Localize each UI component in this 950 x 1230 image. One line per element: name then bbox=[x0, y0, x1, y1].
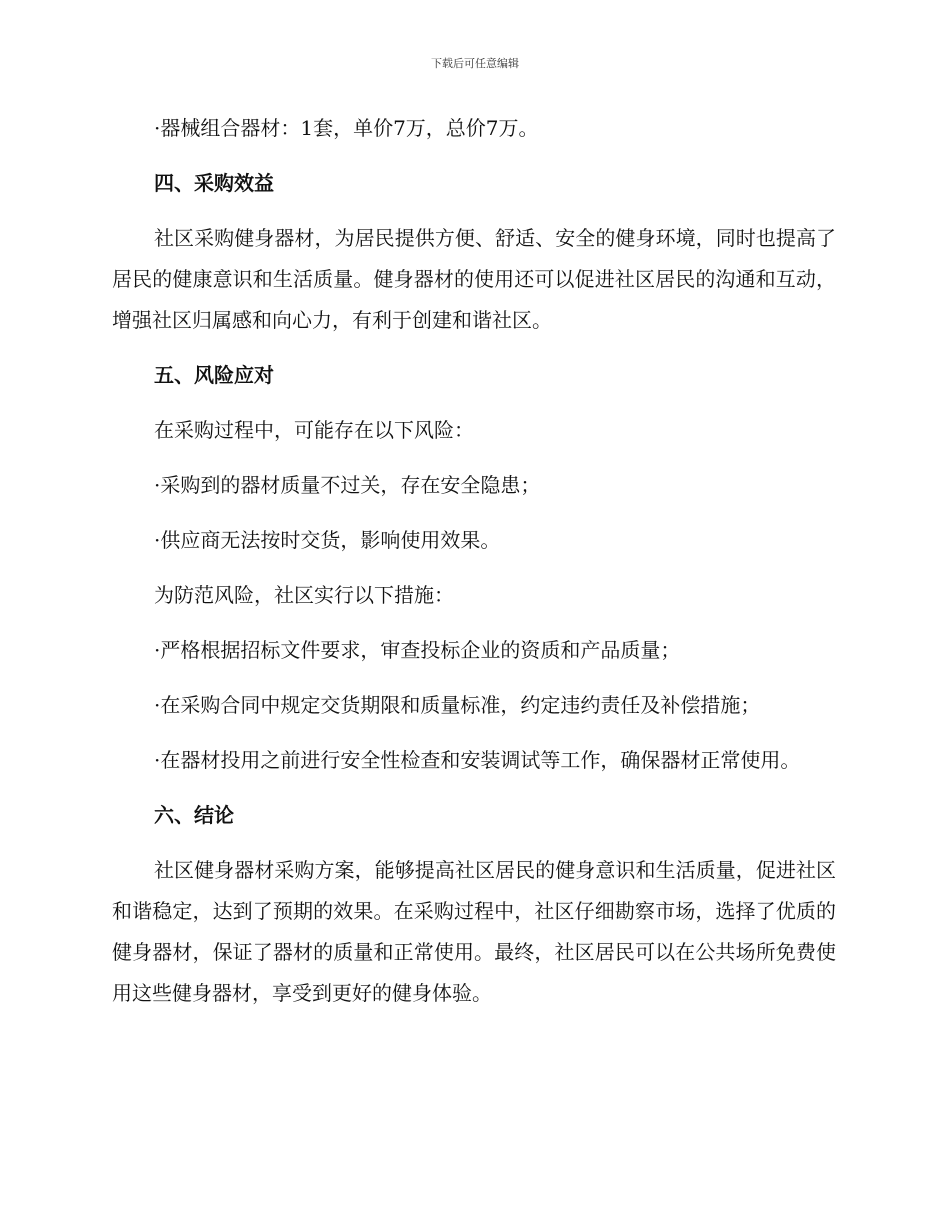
paragraph: 在采购过程中，可能存在以下风险： bbox=[154, 418, 474, 442]
list-item: ·严格根据招标文件要求，审查投标企业的资质和产品质量； bbox=[154, 638, 681, 662]
section-heading: 六、结论 bbox=[154, 803, 234, 827]
section-heading: 四、采购效益 bbox=[154, 171, 274, 195]
list-item: ·供应商无法按时交货，影响使用效果。 bbox=[154, 528, 501, 552]
document-body bbox=[112, 108, 836, 1028]
bullet-icon: · bbox=[154, 116, 161, 140]
list-item: ·器械组合器材：1套，单价7万，总价7万。 bbox=[154, 116, 539, 140]
paragraph: 为防范风险，社区实行以下措施： bbox=[154, 583, 454, 607]
bullet-icon: · bbox=[154, 473, 161, 497]
paragraph: 社区健身器材采购方案，能够提高社区居民的健身意识和生活质量，促进社区和谐稳定，达到了预期的效果。在采购过程中，社区仔细勘察市场，选择了优质的健身器材，保证了器材的质量和正常使用。最终，社区居民可以在公共场所免费使用这些健身器材，享受到更好的健身体验。 bbox=[112, 858, 836, 1005]
page-header: 下载后可任意编辑 bbox=[431, 57, 519, 70]
bullet-icon: · bbox=[154, 638, 161, 662]
list-item: ·在器材投用之前进行安全性检查和安装调试等工作，确保器材正常使用。 bbox=[154, 748, 801, 772]
list-item: ·在采购合同中规定交货期限和质量标准，约定违约责任及补偿措施； bbox=[154, 693, 761, 717]
paragraph: 社区采购健身器材，为居民提供方便、舒适、安全的健身环境，同时也提高了居民的健康意识和生活质量。健身器材的使用还可以促进社区居民的沟通和互动，增强社区归属感和向心力，有利于创建和谐社区。 bbox=[112, 226, 836, 332]
bullet-icon: · bbox=[154, 748, 161, 772]
bullet-icon: · bbox=[154, 693, 161, 717]
section-heading: 五、风险应对 bbox=[154, 363, 274, 387]
list-item: ·采购到的器材质量不过关，存在安全隐患； bbox=[154, 473, 541, 497]
bullet-icon: · bbox=[154, 528, 161, 552]
